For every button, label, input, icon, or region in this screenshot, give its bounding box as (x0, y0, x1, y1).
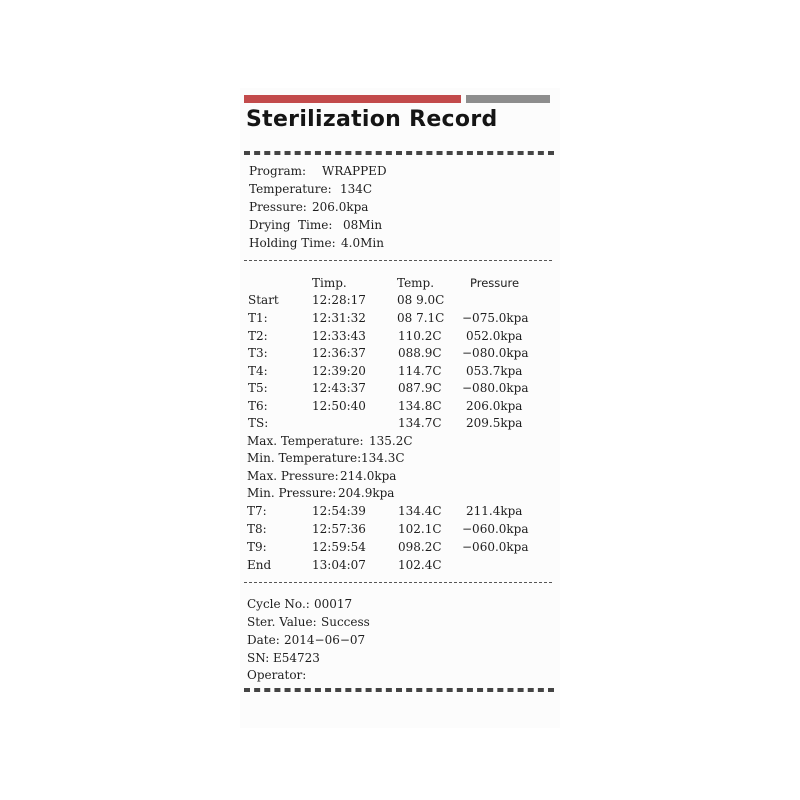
row-time-t2: 12:33:43 (312, 329, 366, 343)
stat-value-max-temperature: 135.2C (369, 434, 413, 448)
column-header-time: Timp. (312, 276, 347, 290)
footer-label-ster-value: Ster. Value: (247, 615, 317, 629)
row-temp-ts: 134.7C (398, 416, 442, 430)
setting-label-temperature: Temperature: (249, 182, 332, 196)
row-label-t1: T1: (248, 311, 268, 325)
row-time-t6: 12:50:40 (312, 399, 366, 413)
row-label-start: Start (248, 293, 279, 307)
header-bar-red (244, 95, 461, 103)
row-label-t5: T5: (248, 381, 268, 395)
row-time-t7: 12:54:39 (312, 504, 366, 518)
stat-value-max-pressure: 214.0kpa (340, 469, 397, 483)
footer-label-sn: SN: (247, 651, 270, 665)
footer-value-sn: E54723 (273, 651, 320, 665)
footer-value-ster-value: Success (321, 615, 370, 629)
setting-value-program: WRAPPED (322, 164, 387, 178)
row-pressure-t7: 211.4kpa (466, 504, 523, 518)
row-temp-t7: 134.4C (398, 504, 442, 518)
row-time-start: 12:28:17 (312, 293, 366, 307)
dash-divider-2 (244, 582, 552, 583)
row-pressure-t8: −060.0kpa (462, 522, 529, 536)
row-label-end: End (247, 558, 272, 572)
setting-value-drying-time: 08Min (343, 218, 383, 232)
row-temp-t5: 087.9C (398, 381, 442, 395)
dash-divider-1 (244, 260, 552, 261)
row-time-t4: 12:39:20 (312, 364, 366, 378)
row-pressure-t9: −060.0kpa (462, 540, 529, 554)
footer-label-date: Date: (247, 633, 280, 647)
column-header-temp: Temp. (397, 276, 435, 290)
stat-value-min-temperature: 134.3C (361, 451, 405, 465)
receipt-title: Sterilization Record (246, 107, 498, 132)
row-time-t3: 12:36:37 (312, 346, 366, 360)
setting-value-temperature: 134C (340, 182, 373, 196)
setting-value-pressure: 206.0kpa (312, 200, 369, 214)
row-pressure-t3: −080.0kpa (462, 346, 529, 360)
row-pressure-t2: 052.0kpa (466, 329, 523, 343)
row-time-t5: 12:43:37 (312, 381, 366, 395)
row-label-t6: T6: (248, 399, 268, 413)
row-label-ts: TS: (248, 416, 269, 430)
stat-label-min-pressure: Min. Pressure: (247, 486, 337, 500)
stat-label-min-temperature: Min. Temperature: (247, 451, 362, 465)
footer-label-cycle-no: Cycle No.: (247, 597, 310, 611)
row-label-t4: T4: (248, 364, 268, 378)
row-pressure-t4: 053.7kpa (466, 364, 523, 378)
row-temp-t8: 102.1C (398, 522, 442, 536)
row-label-t7: T7: (247, 504, 267, 518)
row-temp-t2: 110.2C (398, 329, 442, 343)
setting-label-holding-time: Holding Time: (249, 236, 336, 250)
stat-value-min-pressure: 204.9kpa (338, 486, 395, 500)
row-pressure-t6: 206.0kpa (466, 399, 523, 413)
double-dash-divider-top (244, 151, 554, 155)
row-time-end: 13:04:07 (312, 558, 366, 572)
setting-label-drying-time: Drying Time: (249, 218, 333, 232)
row-temp-t6: 134.8C (398, 399, 442, 413)
row-pressure-t1: −075.0kpa (462, 311, 529, 325)
row-time-t1: 12:31:32 (312, 311, 366, 325)
footer-label-operator: Operator: (247, 668, 307, 682)
sterilization-receipt (240, 88, 560, 728)
header-bar-gray (466, 95, 550, 103)
row-pressure-ts: 209.5kpa (466, 416, 523, 430)
row-time-t8: 12:57:36 (312, 522, 366, 536)
row-temp-t9: 098.2C (398, 540, 442, 554)
row-label-t9: T9: (247, 540, 267, 554)
setting-label-program: Program: (249, 164, 307, 178)
row-label-t8: T8: (247, 522, 267, 536)
stat-label-max-pressure: Max. Pressure: (247, 469, 339, 483)
footer-value-cycle-no: 00017 (314, 597, 353, 611)
row-temp-start: 08 9.0C (397, 293, 445, 307)
setting-label-pressure: Pressure: (249, 200, 307, 214)
row-pressure-t5: −080.0kpa (462, 381, 529, 395)
row-temp-t4: 114.7C (398, 364, 442, 378)
stat-label-max-temperature: Max. Temperature: (247, 434, 364, 448)
row-label-t3: T3: (248, 346, 268, 360)
double-dash-divider-bottom (244, 688, 554, 692)
footer-value-date: 2014−06−07 (284, 633, 366, 647)
column-header-pressure: Pressure (470, 276, 520, 290)
setting-value-holding-time: 4.0Min (341, 236, 384, 250)
row-temp-end: 102.4C (398, 558, 442, 572)
row-label-t2: T2: (248, 329, 268, 343)
row-temp-t1: 08 7.1C (397, 311, 445, 325)
row-temp-t3: 088.9C (398, 346, 442, 360)
row-time-t9: 12:59:54 (312, 540, 366, 554)
